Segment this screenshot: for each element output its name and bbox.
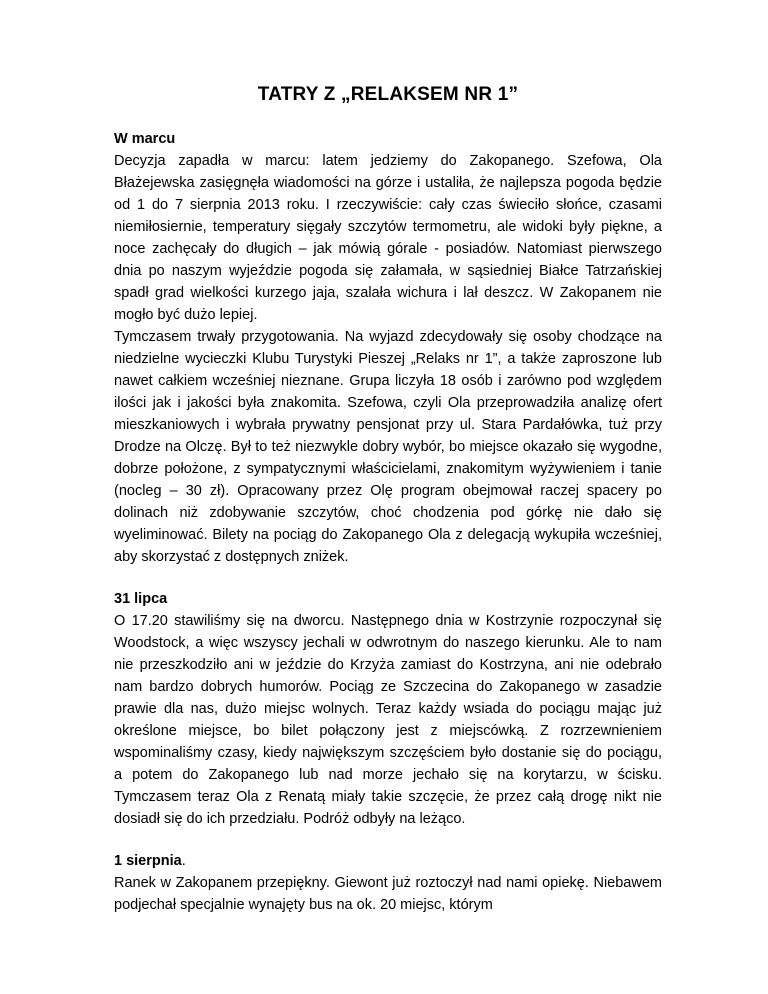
- paragraph: O 17.20 stawiliśmy się na dworcu. Następnego dnia w Kostrzynie rozpoczynał się Woodstock, a więc wszyscy jechali w odwrotnym do naszego kierunku. Ale to nam nie przeszkodziło ani w jeździe do Krzyża zamiast do Kostrzyna, ani nie odebrało nam bardzo dobrych humorów. Pociąg ze Szczecina do Zakopanego w zasadzie prawie dla nas, dużo miejsc wolnych. Teraz każdy wsiada do pociągu mając już określone miejsce, bo bilet połączony jest z miejscówką. Z rozrzewnieniem wspominaliśmy czasy, kiedy największym szczęściem było dostanie się do pociągu, a potem do Zakopanego lub nad morze jechało się na korytarzu, w ścisku. Tymczasem teraz Ola z Renatą miały takie szczęcie, że przez całą drogę nikt nie dosiadł się do ich przedziału. Podróż odbyły na leżąco.: [114, 613, 662, 827]
- section-heading-suffix: .: [181, 853, 186, 869]
- section-31-lipca: [114, 588, 662, 830]
- paragraph: Ranek w Zakopanem przepiękny. Giewont już roztoczył nad nami opiekę. Niebawem podjechał specjalnie wynajęty bus na ok. 20 miejsc, którym: [114, 875, 662, 913]
- section-heading-text: W marcu: [114, 131, 176, 147]
- document-title: TATRY Z „RELAKSEM NR 1”: [257, 84, 519, 105]
- paragraph: Decyzja zapadła w marcu: latem jedziemy do Zakopanego. Szefowa, Ola Błażejewska zasięgnęła wiadomości na górze i ustaliła, że najlepsza pogoda będzie od 1 do 7 sierpnia 2013 roku. I rzeczywiście: cały czas świeciło słońce, czasami niemiłosiernie, temperatury sięgały szczytów termometru, ale widoki były piękne, a noce zachęcały do długich – jak mówią górale - posiadów. Natomiast pierwszego dnia po naszym wyjeździe pogoda się załamała, w sąsiedniej Białce Tatrzańskiej spadł grad wielkości kurzego jaja, szalała wichura i lał deszcz. W Zakopanem nie mogło być dużo lepiej.: [114, 153, 662, 323]
- paragraph: Tymczasem trwały przygotowania. Na wyjazd zdecydowały się osoby chodzące na niedzielne wycieczki Klubu Turystyki Pieszej „Relaks nr 1”, a także zaproszone lub nawet całkiem wcześniej nieznane. Grupa liczyła 18 osób i zarówno pod względem ilości jak i jakości była znakomita. Szefowa, czyli Ola przeprowadziła analizę ofert mieszkaniowych i wybrała prywatny pensjonat przy ul. Stara Pardałówka, tuż przy Drodze na Olczę. Był to też niezwykle dobry wybór, bo miejsce okazało się wygodne, dobrze położone, z sympatycznymi właścicielami, znakomitym wyżywieniem i tanie (nocleg – 30 zł). Opracowany przez Olę program obejmował raczej spacery po dolinach niż zdobywanie szczytów, choć chodzenia pod górkę nie dało się wyeliminować. Bilety na pociąg do Zakopanego Ola z delegacją wykupiła wcześniej, aby skorzystać z dostępnych zniżek.: [114, 329, 662, 565]
- section-heading: [114, 588, 662, 610]
- section-w-marcu: [114, 128, 662, 568]
- section-heading-text: 31 lipca: [114, 591, 168, 607]
- section-1-sierpnia: [114, 850, 662, 916]
- document-page: [114, 82, 662, 936]
- section-heading: [114, 850, 662, 872]
- section-heading-text: 1 sierpnia: [114, 853, 182, 869]
- section-heading: [114, 128, 662, 150]
